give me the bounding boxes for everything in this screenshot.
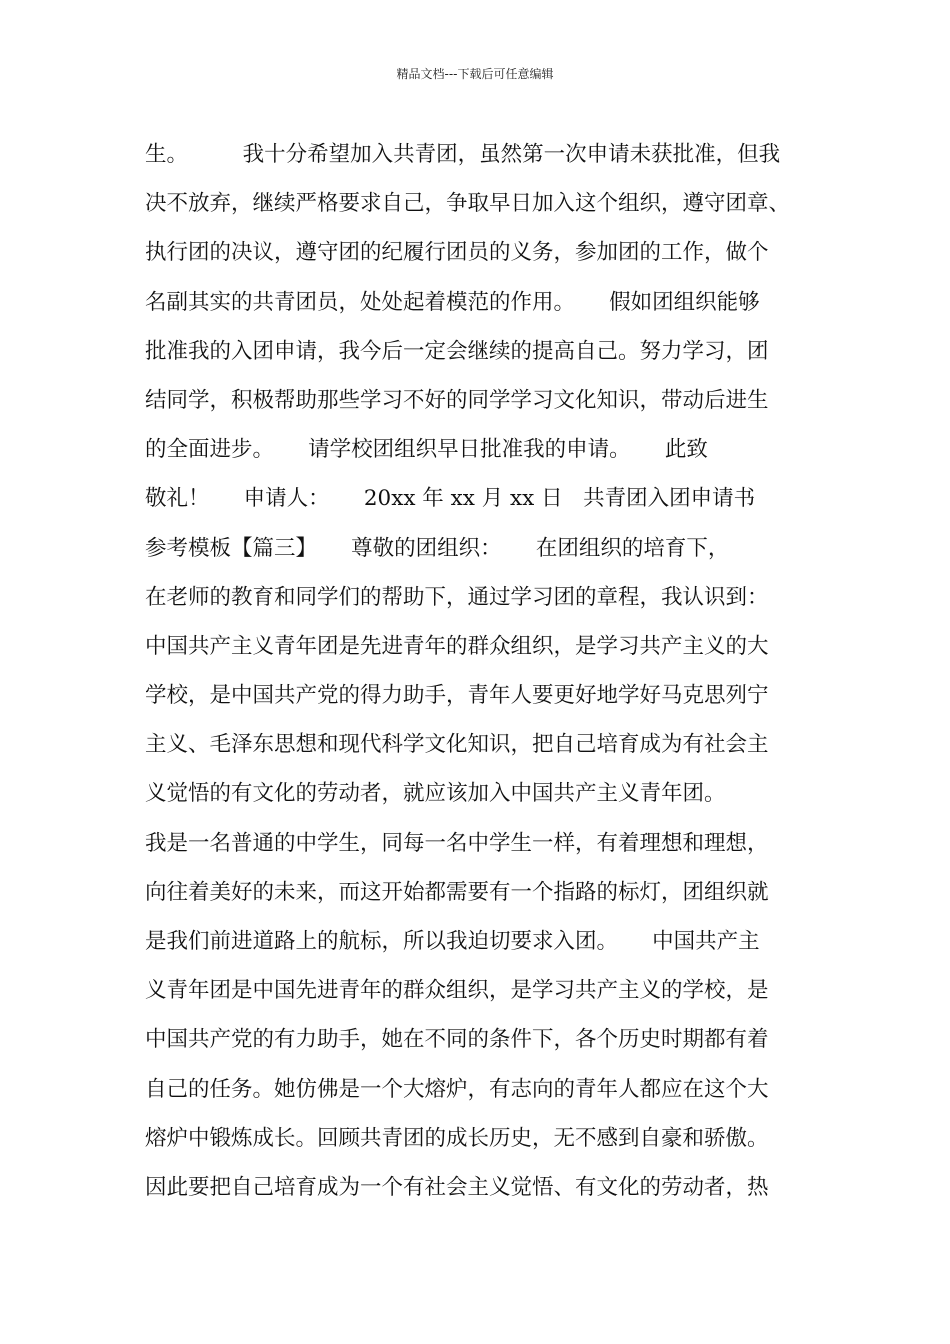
text-line: 向往着美好的未来，而这开始都需要有一个指路的标灯，团组织就 — [145, 879, 769, 905]
text-line: 义觉悟的有文化的劳动者，就应该加入中国共产主义青年团。 — [145, 781, 726, 807]
text-line: 结同学，积极帮助那些学习不好的同学学习文化知识，带动后进生 — [145, 387, 769, 413]
text-line: 执行团的决议，遵守团的纪履行团员的义务，参加团的工作，做个 — [145, 240, 769, 266]
text-line: 参考模板【篇三】 尊敬的团组织： 在团组织的培育下， — [145, 535, 730, 561]
text-line: 名副其实的共青团员，处处起着模范的作用。 假如团组织能够 — [145, 289, 760, 315]
text-line: 学校，是中国共产党的得力助手，青年人要更好地学好马克思列宁 — [145, 683, 769, 709]
text-line: 主义、毛泽东思想和现代科学文化知识，把自己培育成为有社会主 — [145, 732, 769, 758]
document-body — [145, 130, 845, 1212]
text-line: 因此要把自己培育成为一个有社会主义觉悟、有文化的劳动者，热 — [145, 1174, 769, 1200]
text-line: 义青年团是中国先进青年的群众组织，是学习共产主义的学校，是 — [145, 978, 769, 1004]
text-line: 敬礼！ 申请人： 20xx 年 xx 月 xx 日 共青团入团申请书 — [145, 486, 756, 512]
text-line: 中国共产党的有力助手，她在不同的条件下，各个历史时期都有着 — [145, 1027, 769, 1053]
text-line: 的全面进步。 请学校团组织早日批准我的申请。 此致 — [145, 437, 708, 463]
page-header: 精品文档---下载后可任意编辑 — [396, 67, 554, 81]
text-line: 我是一名普通的中学生，同每一名中学生一样，有着理想和理想， — [145, 830, 769, 856]
text-line: 自己的任务。她仿佛是一个大熔炉，有志向的青年人都应在这个大 — [145, 1076, 769, 1102]
text-line: 是我们前进道路上的航标，所以我迫切要求入团。 中国共产主 — [145, 929, 760, 954]
text-line: 在老师的教育和同学们的帮助下，通过学习团的章程，我认识到： — [145, 584, 769, 610]
text-line: 熔炉中锻炼成长。回顾共青团的成长历史，无不感到自豪和骄傲。 — [145, 1125, 769, 1151]
text-line: 批准我的入团申请，我今后一定会继续的提高自己。努力学习，团 — [145, 338, 769, 364]
text-line: 决不放弃，继续严格要求自己，争取早日加入这个组织，遵守团章、 — [145, 191, 791, 217]
text-line: 生。 我十分希望加入共青团，虽然第一次申请未获批准，但我 — [145, 142, 781, 167]
text-line: 中国共产主义青年团是先进青年的群众组织，是学习共产主义的大 — [145, 633, 769, 659]
